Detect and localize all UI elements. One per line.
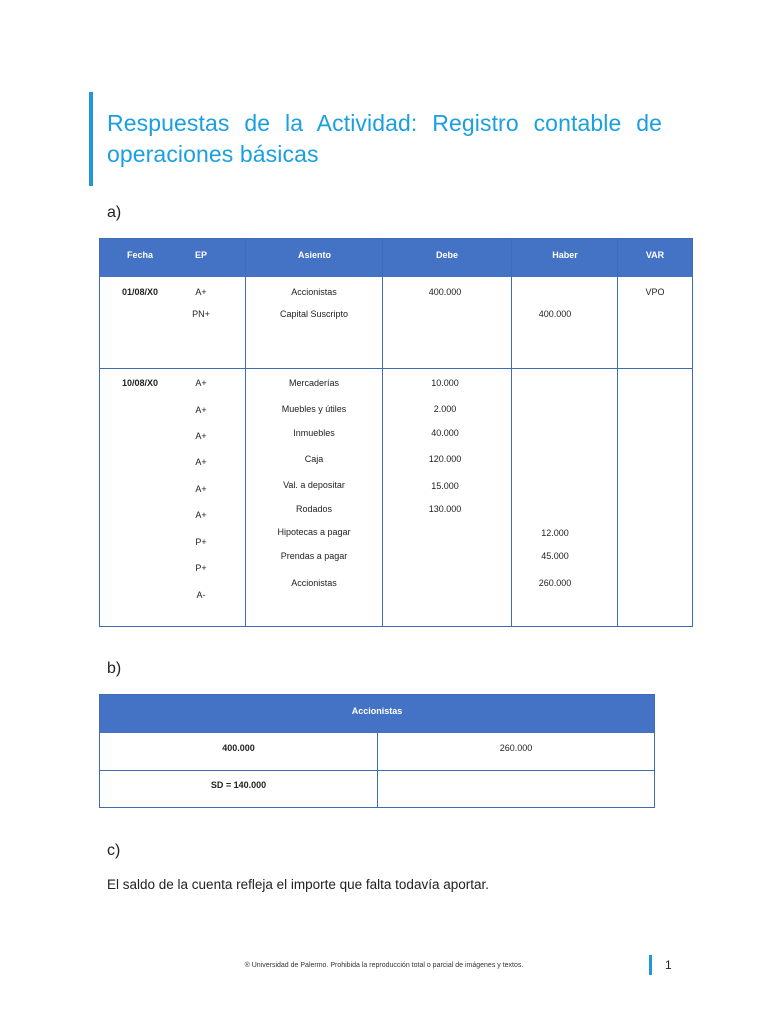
entry1-line2-haber: 400.000 — [538, 309, 572, 319]
entry2-date: 10/08/X0 — [121, 378, 159, 388]
journal-table — [99, 238, 693, 627]
t-account-debe: 400.000 — [222, 743, 255, 753]
entry1-line2-ep: PN+ — [192, 309, 210, 319]
entry2-line6-ep: A+ — [195, 510, 207, 520]
entry2-line8-account: Prendas a pagar — [280, 551, 348, 561]
entry2-line7-account: Hipotecas a pagar — [277, 527, 351, 537]
entry2-line6-debe: 130.000 — [428, 504, 462, 514]
entry2-line9-haber: 260.000 — [538, 578, 572, 588]
t-account-table — [99, 694, 655, 808]
entry2-line4-debe: 120.000 — [428, 454, 462, 464]
entry2-line3-ep: A+ — [195, 431, 207, 441]
t-account-saldo: SD = 140.000 — [210, 780, 267, 790]
entry2-line8-ep: P+ — [195, 563, 207, 573]
header-var: VAR — [645, 250, 665, 260]
page-number: 1 — [665, 958, 672, 972]
title-accent-bar — [89, 92, 93, 186]
entry1-line1-account: Accionistas — [291, 287, 337, 297]
entry2-line1-debe: 10.000 — [431, 378, 459, 388]
entry2-line5-debe: 15.000 — [431, 481, 459, 491]
entry2-line1-account: Mercaderías — [288, 378, 340, 388]
header-asiento: Asiento — [297, 250, 331, 260]
t-account-header — [100, 695, 654, 733]
entry2-line5-account: Val. a depositar — [283, 480, 345, 490]
entry2-line2-ep: A+ — [195, 405, 207, 415]
column-divider — [511, 239, 512, 626]
header-debe: Debe — [435, 250, 458, 260]
header-fecha: Fecha — [126, 250, 153, 260]
t-account-haber: 260.000 — [499, 743, 533, 753]
entry1-line2-account: Capital Suscripto — [279, 309, 349, 319]
column-divider — [617, 239, 618, 626]
page-number-accent-bar — [649, 955, 652, 975]
page-title: Respuestas de la Actividad: Registro contable de operaciones básicas — [107, 110, 662, 167]
entry2-line2-account: Muebles y útiles — [281, 404, 347, 414]
entry2-line3-debe: 40.000 — [431, 428, 459, 438]
entry2-line4-account: Caja — [304, 454, 324, 464]
entry2-line7-haber: 12.000 — [541, 528, 569, 538]
entry2-line5-ep: A+ — [195, 484, 207, 494]
entry2-line1-ep: A+ — [195, 378, 207, 388]
header-ep: EP — [194, 250, 207, 260]
section-b-label: b) — [107, 660, 122, 677]
entry1-var: VPO — [645, 287, 665, 297]
entry2-line9-account: Accionistas — [291, 578, 337, 588]
entry2-line3-account: Inmuebles — [293, 428, 335, 438]
entry1-line1-debe: 400.000 — [428, 287, 462, 297]
entry2-line8-haber: 45.000 — [541, 551, 569, 561]
entry2-line6-account: Rodados — [295, 504, 333, 514]
row-divider — [100, 770, 654, 771]
section-c-label: c) — [107, 842, 121, 859]
journal-table-header — [100, 239, 692, 277]
entry2-line2-debe: 2.000 — [433, 404, 457, 414]
section-a-label: a) — [107, 204, 122, 221]
entry2-line7-ep: P+ — [195, 537, 207, 547]
entry2-line9-ep: A- — [196, 590, 206, 600]
row-divider — [100, 368, 692, 369]
footer-copyright: ® Universidad de Palermo. Prohibida la reproducción total o parcial de imágenes y textos. — [244, 962, 524, 969]
entry1-date: 01/08/X0 — [121, 287, 159, 297]
t-account-title: Accionistas — [351, 706, 403, 716]
entry1-line1-ep: A+ — [195, 287, 207, 297]
conclusion-text: El saldo de la cuenta refleja el importe que falta todavía aportar. — [107, 877, 489, 892]
entry2-line4-ep: A+ — [195, 457, 207, 467]
header-haber: Haber — [552, 250, 578, 260]
